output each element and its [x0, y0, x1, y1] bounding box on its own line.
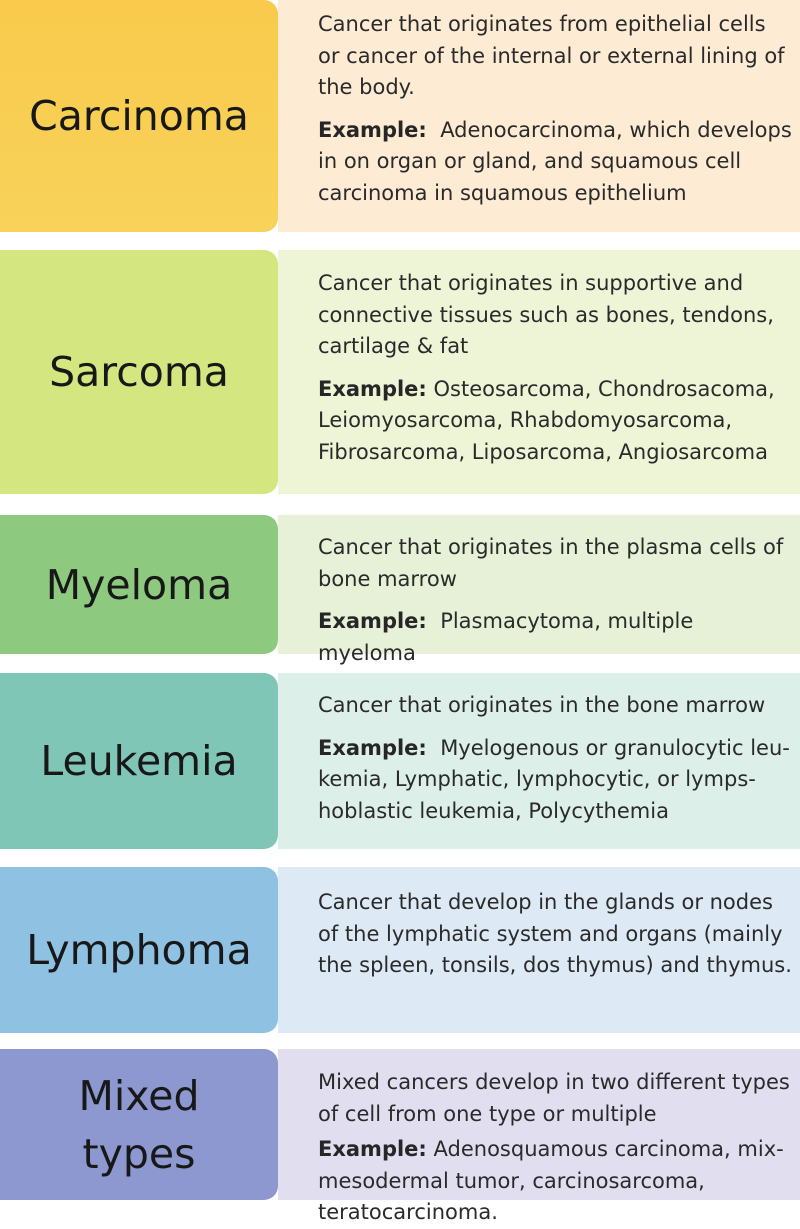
type-name: Myeloma [45, 560, 233, 609]
type-example [318, 733, 792, 828]
type-name: Sarcoma [49, 348, 229, 396]
type-description-panel [278, 250, 800, 494]
type-description-panel [278, 0, 800, 232]
example-label: Example: [318, 117, 427, 142]
example-text: Plasmacytoma, multiple myeloma [318, 609, 694, 665]
example-text: Osteosarcoma, Chondrosacoma, Leiomyosarcoma, Rhabdomyosarcoma, Fibrosarcoma, Liposarcoma, Angiosarcoma [318, 376, 775, 464]
example-label: Example: [318, 735, 427, 760]
cancer-type-row-sarcoma [0, 250, 800, 494]
type-example [318, 374, 792, 469]
example-label: Example: [318, 1137, 427, 1161]
type-description: Cancer that originates in the bone marrow [318, 693, 766, 717]
cancer-type-row-lymphoma [0, 867, 800, 1033]
type-example [318, 1134, 792, 1229]
cancer-type-row-myeloma [0, 515, 800, 665]
example-text: Adenosquamous carcinoma, mix-mesodermal tumor, carcinosarcoma, teratocarcinoma. [318, 1137, 784, 1224]
cancer-type-row-carcinoma [0, 0, 800, 232]
type-label-box [0, 0, 278, 232]
type-example [318, 115, 792, 210]
example-text: Myelogenous or granulocytic leu-kemia, Lymphatic, lymphocytic, or lymps-hoblastic leukemia, Polycythemia [318, 735, 790, 823]
type-description: Cancer that develop in the glands or nodes of the lymphatic system and organs (mainly the spleen, tonsils, dos thymus) and thymus. [318, 890, 792, 977]
type-label-box [0, 673, 278, 849]
type-description-panel [278, 673, 800, 849]
cancer-type-row-leukemia [0, 673, 800, 849]
example-label: Example: [318, 376, 427, 401]
type-description: Mixed cancers develop in two different types of cell from one type or multiple [318, 1070, 790, 1126]
type-description: Cancer that originates in supportive and connective tissues such as bones, tendons, cartilage & fat [318, 271, 774, 358]
type-name: Mixed types [78, 1071, 200, 1178]
example-text: Adenocarcinoma, which develops in on organ or gland, and squamous cell carcinoma in squamous epithelium [318, 117, 792, 205]
type-description: Cancer that originates in the plasma cells of bone marrow [318, 535, 784, 591]
type-example [318, 606, 792, 669]
type-label-box [0, 250, 278, 494]
type-label-box [0, 515, 278, 654]
type-name: Leukemia [40, 737, 238, 785]
type-description-panel [278, 867, 800, 1033]
type-name: Lymphoma [26, 926, 252, 974]
cancer-type-row-mixed-types [0, 1049, 800, 1224]
type-label-box [0, 867, 278, 1033]
type-description: Cancer that originates from epithelial cells or cancer of the internal or external lining of the body. [318, 12, 785, 99]
example-label: Example: [318, 609, 427, 633]
type-description-panel [278, 1049, 800, 1224]
type-description-panel [278, 515, 800, 665]
type-name: Carcinoma [29, 92, 249, 140]
type-label-box [0, 1049, 278, 1200]
